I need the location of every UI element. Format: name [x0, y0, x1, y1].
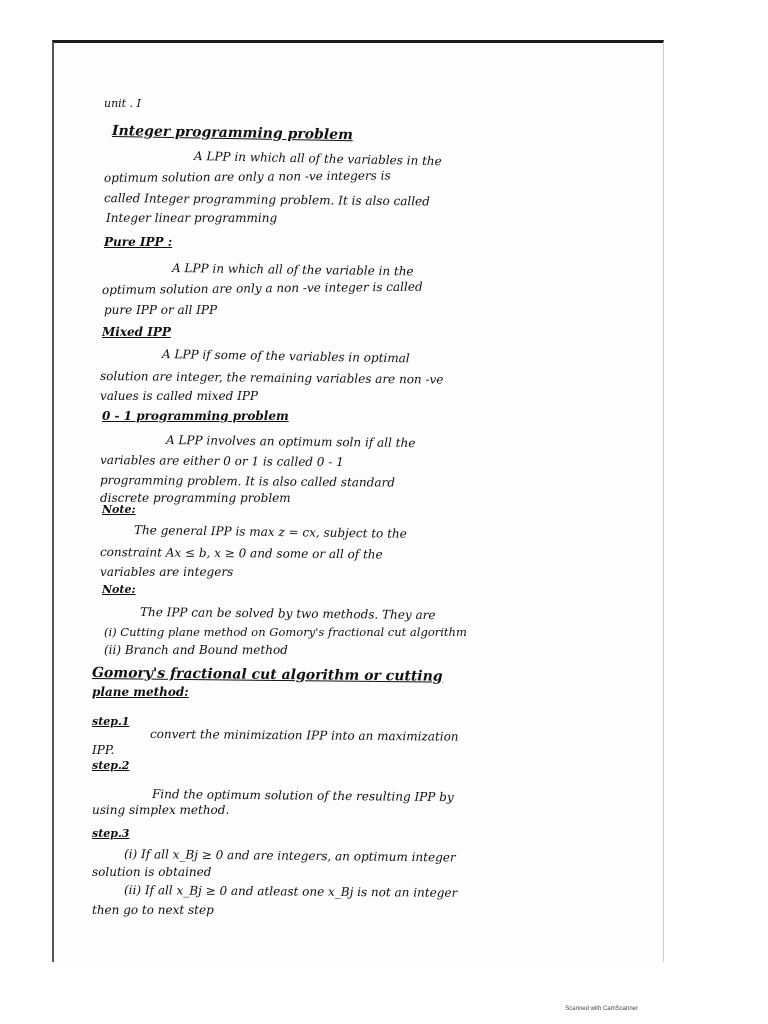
note-1-line-3: variables are integers [100, 565, 234, 579]
step-1-line-1: convert the minimization IPP into an maximization [149, 727, 459, 744]
step-3-line-3: (ii) If all x_Bj ≥ 0 and atleast one x_Bj is not an integer [123, 883, 458, 900]
pure-ipp-line-3: pure IPP or all IPP [104, 303, 218, 317]
unit-label: unit . I [104, 97, 141, 110]
page-title: Integer programming problem [111, 123, 354, 144]
mixed-ipp-line-1: A LPP if some of the variables in optimal [161, 347, 410, 366]
mixed-ipp-line-3: values is called mixed IPP [100, 389, 259, 403]
step-3-heading: step.3 [92, 827, 130, 840]
zero-one-line-3: programming problem. It is also called standard [99, 473, 396, 490]
zero-one-heading: 0 - 1 programming problem [102, 409, 289, 423]
note-1-line-2: constraint Ax ≤ b, x ≥ 0 and some or all of the [99, 545, 383, 562]
mixed-ipp-line-2: solution are integer, the remaining variables are non -ve [99, 369, 444, 387]
intro-line-3: called Integer programming problem. It is also called [103, 191, 430, 209]
step-1-heading: step.1 [92, 715, 130, 728]
step-2-heading: step.2 [92, 759, 130, 772]
step-3-line-1: (i) If all x_Bj ≥ 0 and are integers, an optimum integer [123, 847, 456, 865]
step-2-line-2: using simplex method. [92, 803, 230, 817]
note-2-line-3: (ii) Branch and Bound method [104, 643, 288, 657]
pure-ipp-line-1: A LPP in which all of the variable in the [171, 261, 414, 279]
note-1-heading: Note: [102, 503, 136, 516]
gomory-heading-line-2: plane method: [92, 685, 189, 699]
intro-line-4: Integer linear programming [106, 211, 278, 225]
intro-line-2: optimum solution are only a non -ve integers is [103, 168, 391, 185]
step-2-line-1: Find the optimum solution of the resulting IPP by [151, 787, 454, 805]
mixed-ipp-heading: Mixed IPP [102, 325, 171, 339]
zero-one-line-2: variables are either 0 or 1 is called 0 - 1 [99, 453, 344, 470]
step-1-line-2: IPP. [92, 743, 115, 757]
zero-one-line-1: A LPP involves an optimum soln if all the [165, 433, 416, 451]
scanner-watermark: Scanned with CamScanner [565, 1006, 638, 1012]
intro-line-1: A LPP in which all of the variables in the [193, 149, 442, 169]
note-1-line-1: The general IPP is max z = cx, subject to the [133, 523, 407, 541]
pure-ipp-line-2: optimum solution are only a non -ve integer is called [101, 279, 423, 297]
note-2-line-1: The IPP can be solved by two methods. They are [139, 605, 436, 623]
notebook-page [52, 40, 664, 962]
gomory-heading-line-1: Gomory's fractional cut algorithm or cutting [91, 665, 443, 685]
step-3-line-2: solution is obtained [92, 865, 212, 879]
note-2-heading: Note: [102, 583, 136, 596]
pure-ipp-heading: Pure IPP : [104, 235, 173, 249]
zero-one-line-4: discrete programming problem [100, 491, 291, 505]
step-3-line-4: then go to next step [92, 903, 214, 917]
note-2-line-2: (i) Cutting plane method on Gomory's fractional cut algorithm [104, 625, 467, 639]
